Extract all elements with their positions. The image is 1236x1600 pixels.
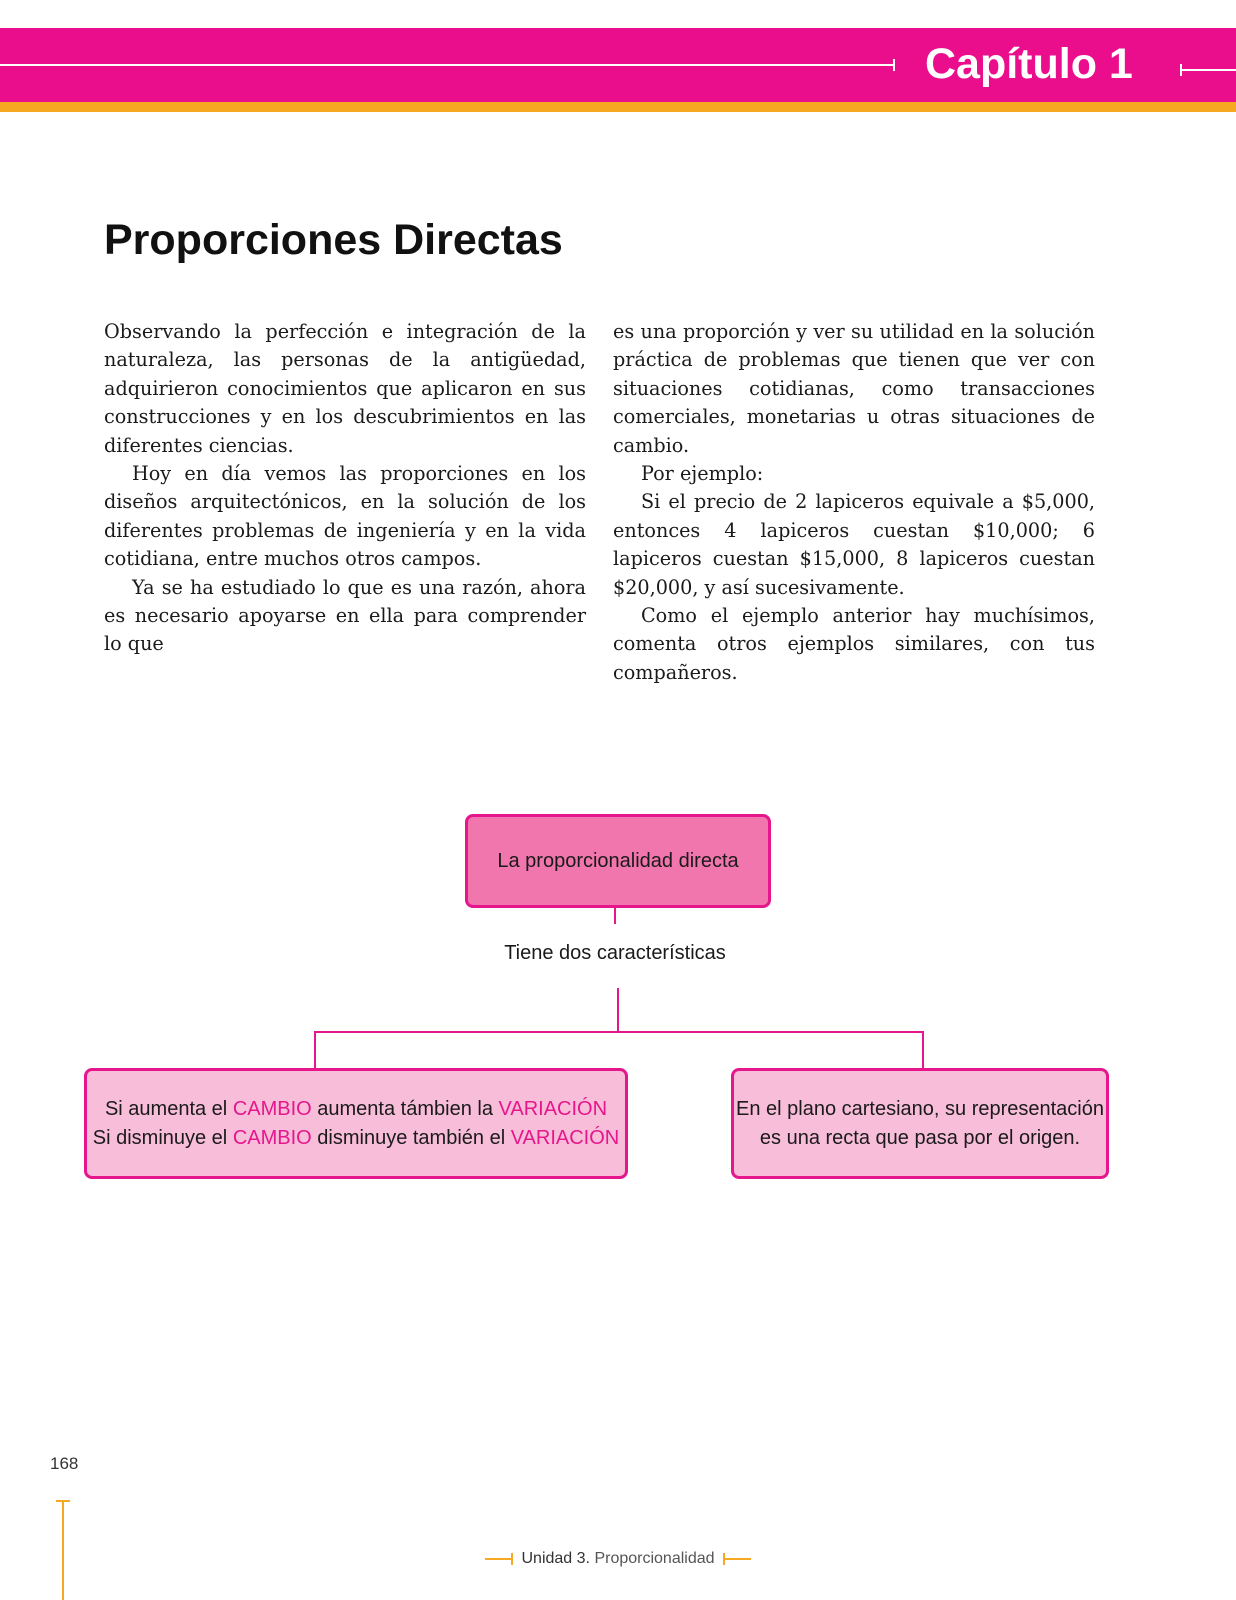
header-orange-stripe — [0, 102, 1236, 112]
diagram-characteristic-box-right — [731, 1068, 1109, 1179]
connector-line — [617, 988, 619, 1032]
footer-unit: Unidad 3. — [521, 1550, 590, 1567]
paragraph: Hoy en día vemos las proporciones en los diseños arquitectónicos, en la solución de los diferentes problemas de ingeniería y en la vida cotidiana, entre muchos otros campos. — [104, 462, 586, 571]
diagram-connector-label: Tiene dos características — [504, 942, 726, 964]
paragraph: Ya se ha estudiado lo que es una razón, ahora es necesario apoyarse en ella para comprender lo que — [104, 575, 586, 656]
footer-unit-label — [0, 1550, 1236, 1568]
text-fragment: Si aumenta el — [104, 1097, 233, 1120]
footer-margin-tick — [56, 1500, 70, 1502]
diagram-root-label: La proporcionalidad directa — [497, 849, 739, 872]
highlight-term: VARIACIÓN — [510, 1126, 620, 1149]
paragraph: es una proporción y ver su utilidad en la solución práctica de problemas que tienen que ver con situaciones cotidianas, como transacciones comerciales, monetarias u otras situaciones de cambio. — [613, 320, 1095, 457]
page-title: Proporciones Directas — [104, 216, 563, 264]
footer-section: Proporcionalidad — [594, 1550, 715, 1567]
footer-dash-right — [723, 1558, 751, 1560]
paragraph: Como el ejemplo anterior hay muchísimos, comenta otros ejemplos similares, con tus compañeros. — [613, 604, 1095, 684]
paragraph: Observando la perfección e integración de la naturaleza, las personas de la antigüedad, adquirieron conocimientos que aplicaron en sus construcciones y en los descubrimientos en las diferentes ciencias. — [104, 320, 586, 457]
highlight-term: VARIACIÓN — [498, 1097, 608, 1120]
diagram-root-box — [465, 814, 771, 908]
characteristic-line: es una recta que pasa por el origen. — [759, 1126, 1081, 1149]
characteristic-line: En el plano cartesiano, su representación — [735, 1097, 1104, 1120]
text-fragment: aumenta támbien la — [311, 1097, 499, 1120]
characteristic-line — [93, 1124, 620, 1153]
header-rule-right — [1180, 69, 1236, 71]
header-rule-tick-right — [1180, 64, 1182, 76]
connector-line — [922, 1031, 924, 1069]
highlight-term: CAMBIO — [232, 1097, 312, 1120]
header-rule-left — [0, 64, 895, 66]
text-fragment: Si disminuye el — [92, 1126, 233, 1149]
page-number: 168 — [50, 1454, 79, 1473]
paragraph: Si el precio de 2 lapiceros equivale a $5,000, entonces 4 lapiceros cuestan $10,000; 6 lapiceros cuestan $15,000, 8 lapiceros cuestan $20,000, y así sucesivamente. — [613, 490, 1095, 599]
characteristic-line — [105, 1095, 607, 1124]
text-column-right — [613, 318, 1095, 687]
connector-line — [314, 1031, 316, 1069]
text-column-left — [104, 318, 586, 659]
connector-line — [314, 1031, 924, 1033]
diagram-characteristic-box-left — [84, 1068, 628, 1179]
connector-line — [614, 908, 616, 924]
highlight-term: CAMBIO — [232, 1126, 312, 1149]
chapter-title: Capítulo 1 — [925, 40, 1133, 88]
header-rule-tick-left — [893, 59, 895, 71]
paragraph: Por ejemplo: — [641, 462, 764, 486]
footer-dash-left — [485, 1558, 513, 1560]
text-fragment: disminuye también el — [311, 1126, 511, 1149]
